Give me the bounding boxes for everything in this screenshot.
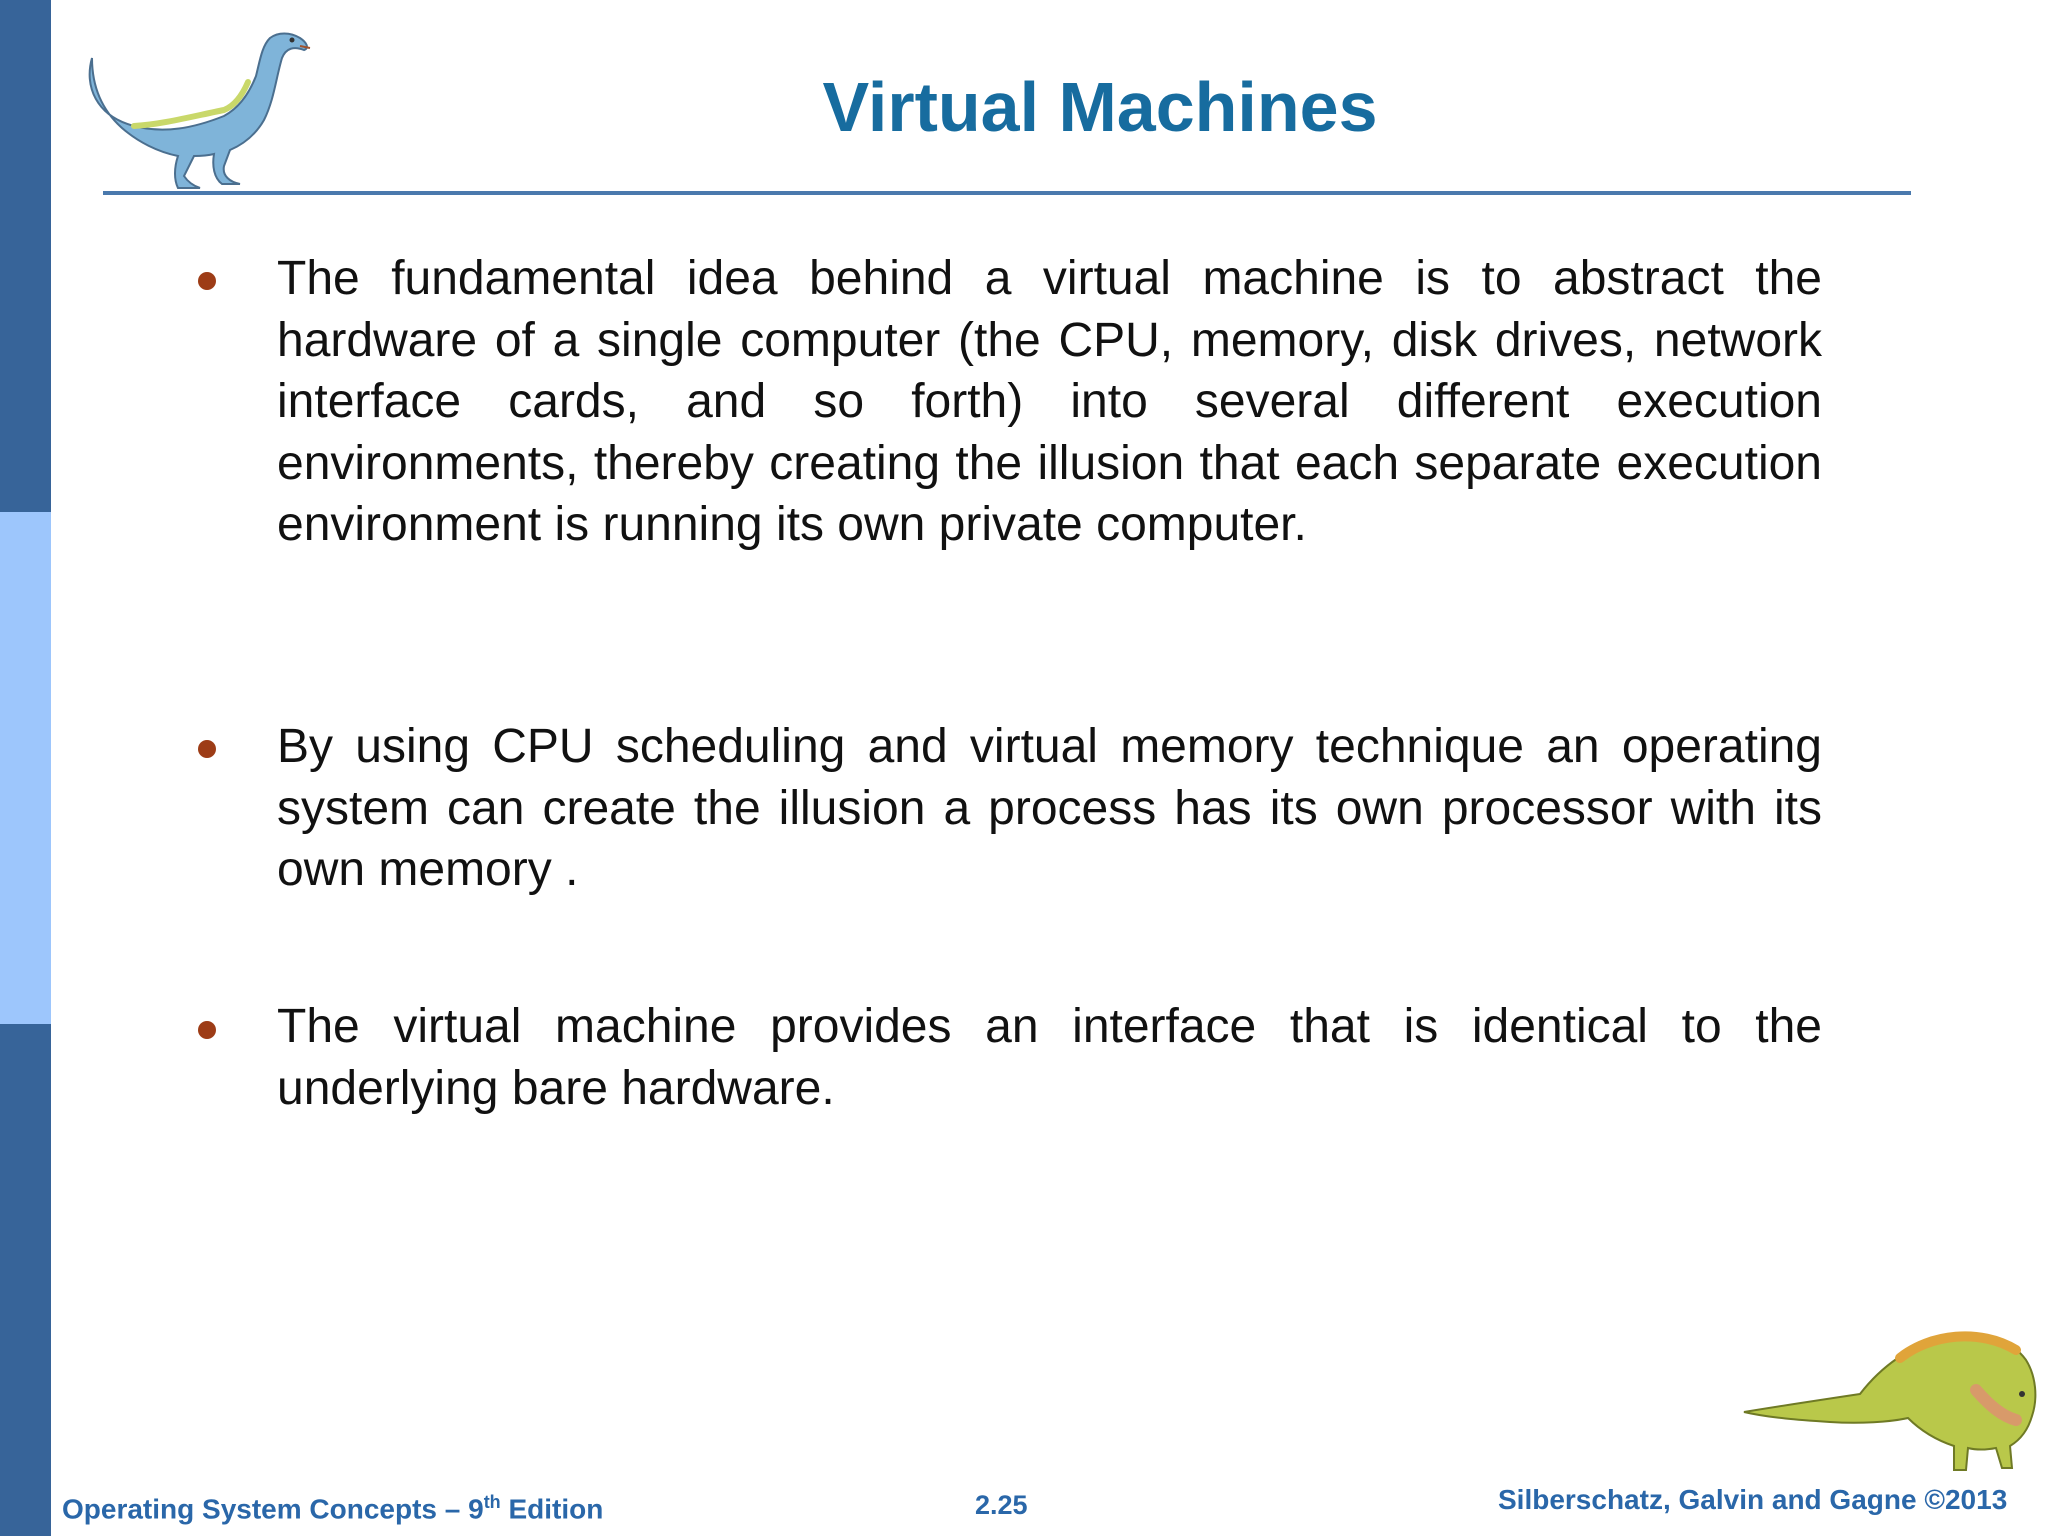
footer-page-number: 2.25 [975,1490,1028,1520]
bullet-marker [198,740,216,758]
bullet-text: The fundamental idea behind a virtual machine is to abstract the hardware of a single computer (the CPU, memory, disk drives, network interface cards, and so forth) into several different execution environments, thereby creating the illusion that each separate execution environment is running its own private computer. [277,252,1822,551]
side-band-middle [0,512,51,1024]
footer-book-title-text: Operating System Concepts – 9 [62,1493,484,1525]
title-divider [103,191,1911,195]
slide-title: Virtual Machines [822,68,1378,146]
footer-book-title [62,1492,603,1525]
bullet-marker [198,272,216,290]
bullet-text: The virtual machine provides an interface that is identical to the underlying bare hardware. [277,1000,1822,1115]
side-band-top [0,0,51,512]
side-band-bottom [0,1024,51,1536]
bullet-text: By using CPU scheduling and virtual memory technique an operating system can create the illusion a process has its own processor with its own memory . [277,720,1822,896]
dinosaur-icon [1740,1298,2040,1478]
footer-edition-label: Edition [500,1493,604,1525]
bullet-marker [198,1021,216,1039]
dinosaur-icon [74,16,314,192]
footer-edition-superscript: th [483,1492,501,1512]
footer-copyright: Silberschatz, Galvin and Gagne ©2013 [1498,1484,2008,1515]
